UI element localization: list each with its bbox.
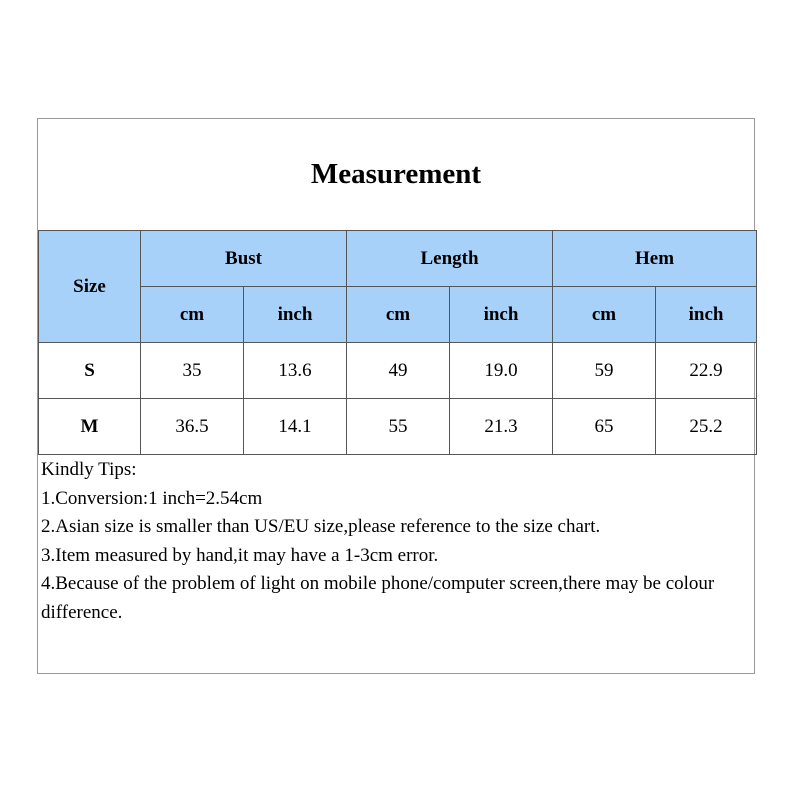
- table-cell: 65: [553, 399, 656, 455]
- hem-header: Hem: [553, 231, 757, 287]
- table-cell: 21.3: [450, 399, 553, 455]
- table-cell: 36.5: [141, 399, 244, 455]
- tip-item: 4.Because of the problem of light on mobile phone/computer screen,there may be colour difference.: [41, 573, 715, 623]
- table-row: [39, 399, 757, 455]
- size-cell: S: [39, 343, 141, 399]
- header-group-row: [39, 231, 757, 287]
- table-cell: 22.9: [656, 343, 757, 399]
- bust-header: Bust: [141, 231, 347, 287]
- tip-item: 3.Item measured by hand,it may have a 1-3cm error.: [41, 544, 439, 566]
- measurement-sheet: [37, 118, 755, 674]
- size-cell: M: [39, 399, 141, 455]
- tip-item: 1.Conversion:1 inch=2.54cm: [41, 487, 263, 509]
- unit-header: cm: [347, 287, 450, 343]
- tip-item: 2.Asian size is smaller than US/EU size,please reference to the size chart.: [41, 516, 601, 537]
- table-cell: 14.1: [244, 399, 347, 455]
- table-row: [39, 343, 757, 399]
- unit-header: inch: [656, 287, 757, 343]
- table-cell: 35: [141, 343, 244, 399]
- table-cell: 19.0: [450, 343, 553, 399]
- unit-header: cm: [553, 287, 656, 343]
- page-title: Measurement: [38, 119, 754, 231]
- size-column-header: Size: [39, 231, 141, 343]
- tips-heading: Kindly Tips:: [41, 459, 137, 480]
- table-cell: 13.6: [244, 343, 347, 399]
- table-cell: 59: [553, 343, 656, 399]
- length-header: Length: [347, 231, 553, 287]
- table-cell: 49: [347, 343, 450, 399]
- size-table: [38, 230, 757, 455]
- table-cell: 55: [347, 399, 450, 455]
- table-cell: 25.2: [656, 399, 757, 455]
- unit-header: inch: [244, 287, 347, 343]
- kindly-tips: [41, 456, 746, 627]
- header-unit-row: [39, 287, 757, 343]
- unit-header: inch: [450, 287, 553, 343]
- unit-header: cm: [141, 287, 244, 343]
